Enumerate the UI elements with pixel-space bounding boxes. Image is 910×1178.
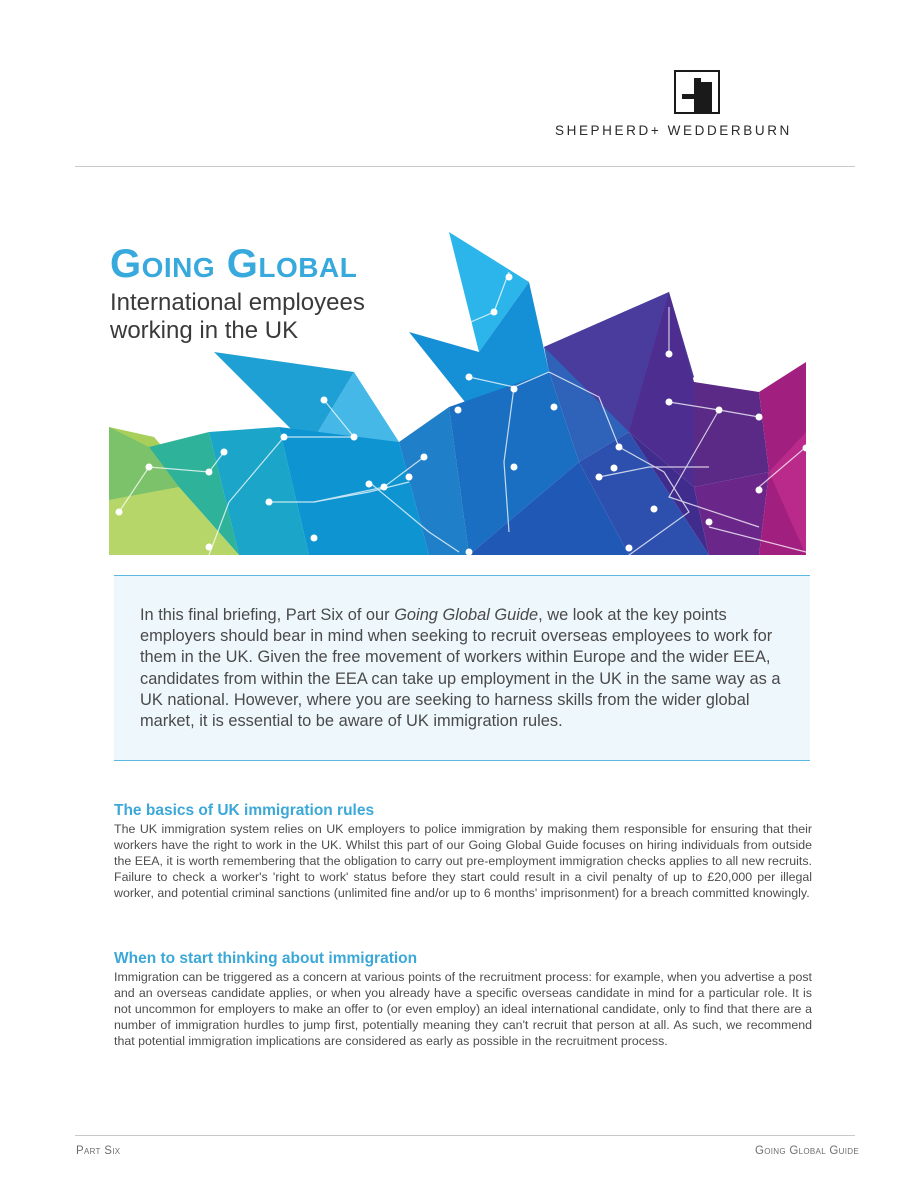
intro-text-start: In this final briefing, Part Six of our: [140, 606, 395, 624]
company-logo: [555, 70, 845, 142]
intro-box: [114, 575, 810, 761]
section-body-basics: The UK immigration system relies on UK employers to police immigration by making them responsible for ensuring that their workers have the right to work in the UK. Whilst this part of our Going Global Guide focuses on hiring individuals from outside the EEA, it is worth remembering that the obligation to carry out pre-employment immigration checks applies to all new recruits. Failure to check a worker's 'right to work' status before they start could result in a civil penalty of up to £20,000 per illegal worker, and potential criminal sanctions (unlimited fine and/or up to 6 months' imprisonment) for a breach committed knowingly.: [114, 822, 812, 900]
header-divider: [75, 166, 855, 167]
section-heading-basics: The basics of UK immigration rules: [114, 802, 375, 819]
footer-divider: [75, 1135, 855, 1136]
logo-mark-icon: [674, 70, 720, 114]
footer-part-label: Part Six: [76, 1145, 121, 1157]
intro-text: [140, 605, 790, 732]
section-body-when: Immigration can be triggered as a concern at various points of the recruitment process: for example, when you advertise a post and an overseas candidate applies, or when you already have a specific overseas candidate in mind for a particular role. It is not uncommon for employers to make an offer to (or even employ) an ideal international candidate, only to find that there are a number of immigration hurdles to jump first, potentially meaning they can't recruit that person at all. As such, we recommend that potential immigration implications are considered as early as possible in the recruitment process.: [114, 970, 812, 1048]
footer-guide-label: Going Global Guide: [755, 1145, 859, 1157]
logo-text: SHEPHERD+ WEDDERBURN: [555, 123, 792, 138]
section-heading-when: When to start thinking about immigration: [114, 950, 418, 967]
intro-text-end: , we look at the key points employers should bear in mind when seeking to recruit overseas employees to work for them in the UK. Given the free movement of workers within Europe and the wider EEA, candidates from within the EEA can take up employment in the UK in the same way as a UK national. However, where you are seeking to harness skills from the wider global market, it is essential to be aware of UK immigration rules.: [140, 606, 781, 731]
intro-guide-name: Going Global Guide: [394, 606, 539, 624]
page-subtitle: International employees working in the UK: [110, 289, 365, 344]
page-title: Going Global: [110, 242, 358, 286]
